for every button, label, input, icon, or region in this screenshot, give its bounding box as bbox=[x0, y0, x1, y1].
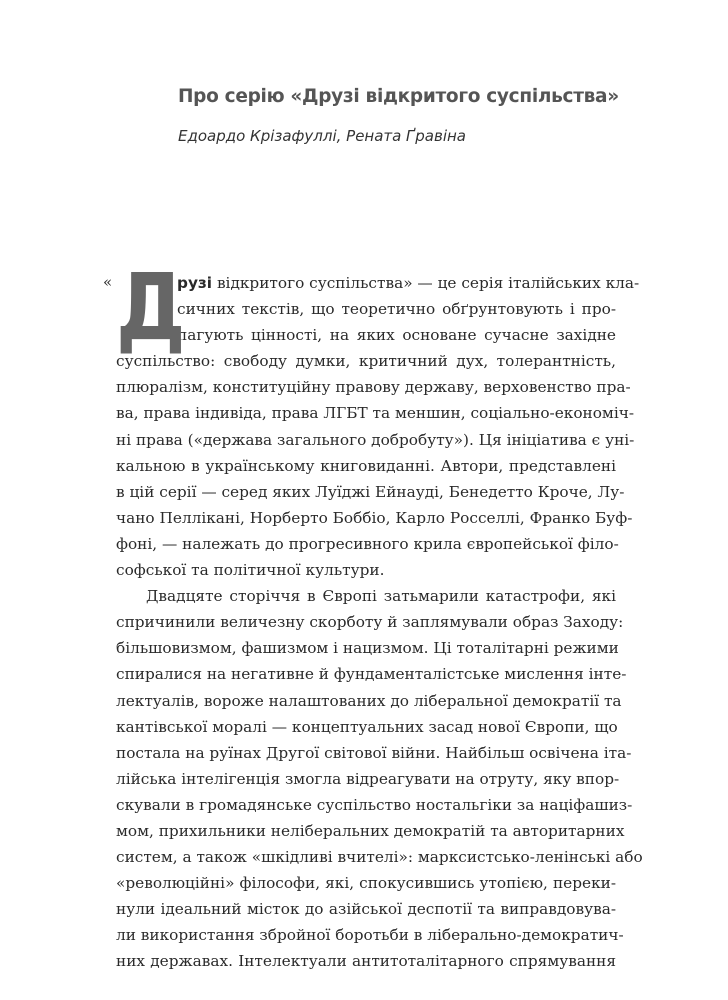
text-line: систем, а також «шкідливі вчителі»: марксистсько-ленінські або bbox=[116, 848, 643, 867]
text-line: лектуалів, вороже налаштованих до ліберальної демократії та bbox=[116, 691, 622, 710]
text-line: спиралися на негативне й фундаменталістське мислення інте- bbox=[116, 665, 627, 684]
text-line: ні права («держава загального добробуту»). Ця ініціатива є уні- bbox=[116, 430, 635, 449]
text-line: пагують цінності, на яких основане сучасне західне bbox=[177, 326, 616, 345]
text-line bbox=[177, 270, 640, 296]
text-line: Двадцяте сторіччя в Європі затьмарили катастрофи, які bbox=[146, 587, 616, 606]
text-line: кальною в українському книговиданні. Автори, представлені bbox=[116, 456, 616, 475]
paragraph-1 bbox=[116, 270, 640, 583]
opening-quote: « bbox=[103, 273, 113, 291]
text-line: більшовизмом, фашизмом і нацизмом. Ці тоталітарні режими bbox=[116, 639, 619, 658]
text-line: плюралізм, конституційну правову державу, верховенство пра- bbox=[116, 378, 631, 397]
text-line: фоні, — належать до прогресивного крила європейської філо- bbox=[116, 534, 619, 553]
text-line: чано Пеллікані, Норберто Боббіо, Карло Росселлі, Франко Буф- bbox=[116, 508, 633, 527]
text-line: кантівської моралі — концептуальних засад нової Європи, що bbox=[116, 717, 618, 736]
text-line: лійська інтелігенція змогла відреагувати на отруту, яку впор- bbox=[116, 769, 620, 788]
text-line: спричинили величезну скорботу й заплямували образ Заходу: bbox=[116, 613, 624, 632]
text-line: ли використання збройної боротьби в ліберально-демократич- bbox=[116, 926, 624, 945]
body-text bbox=[116, 254, 643, 975]
text-line: «революційні» філософи, які, спокусившись утопією, переки- bbox=[116, 874, 616, 893]
text-line: мом, прихильники неліберальних демократій та авторитарних bbox=[116, 821, 625, 840]
drop-cap: Д bbox=[116, 254, 186, 361]
text-line: скували в громадянське суспільство ностальгіки за націфашиз- bbox=[116, 795, 633, 814]
text-line: них державах. Інтелектуали антитоталітарного спрямування bbox=[116, 952, 616, 971]
text-line: в цій серії — серед яких Луїджі Ейнауді, Бенедетто Кроче, Лу- bbox=[116, 482, 625, 501]
lead-word: рузі bbox=[177, 274, 213, 292]
paragraph-2 bbox=[116, 583, 643, 974]
page-title: Про серію «Друзі відкритого суспільства» bbox=[178, 86, 619, 107]
authors: Едоардо Крізафуллі, Рената Ґравіна bbox=[178, 127, 466, 145]
line-text: відкритого суспільства» — це серія італійських кла- bbox=[216, 274, 640, 292]
text-line: сичних текстів, що теоретично обґрунтовують і про- bbox=[177, 300, 616, 319]
text-line: софської та політичної культури. bbox=[116, 561, 385, 580]
text-line: нули ідеальний місток до азійської деспотії та виправдовува- bbox=[116, 900, 616, 919]
text-line: постала на руїнах Другої світової війни. Найбільш освічена іта- bbox=[116, 743, 632, 762]
text-line: суспільство: свободу думки, критичний дух, толерантність, bbox=[116, 352, 616, 371]
text-line: ва, права індивіда, права ЛГБТ та меншин, соціально-економіч- bbox=[116, 404, 635, 423]
